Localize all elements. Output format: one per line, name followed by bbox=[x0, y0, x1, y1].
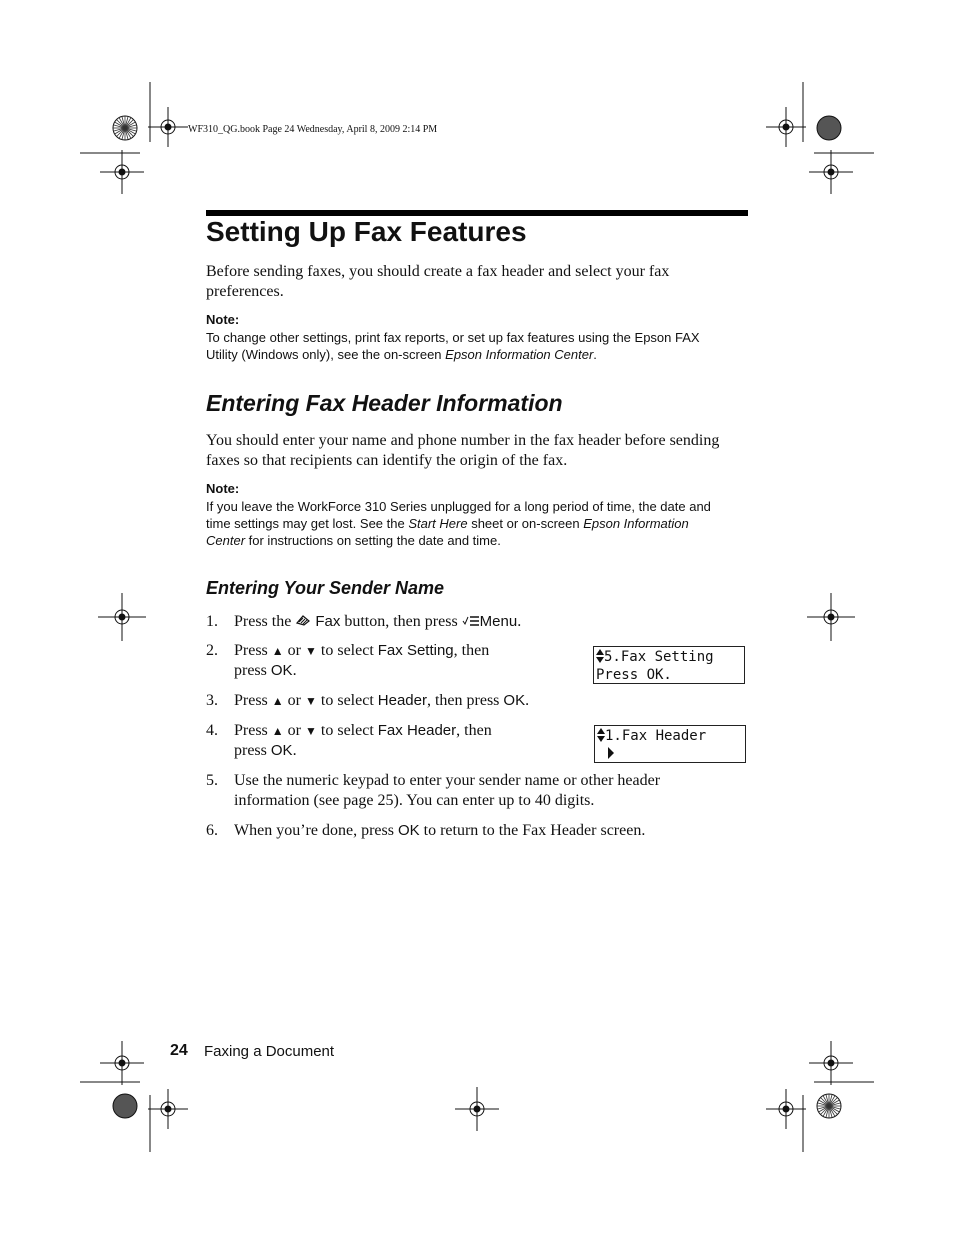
section-title: Entering Fax Header Information bbox=[206, 390, 563, 416]
cursor-arrow-icon bbox=[607, 746, 615, 760]
down-arrow-icon: ▼ bbox=[305, 724, 317, 738]
up-down-arrow-icon bbox=[597, 728, 605, 742]
crosshair-dot bbox=[119, 1060, 126, 1067]
crosshair-dot bbox=[165, 1106, 172, 1113]
lcd-display-fax-header: 1.Fax Header bbox=[594, 725, 746, 763]
starburst-circle bbox=[817, 116, 841, 140]
crosshair-dot bbox=[119, 169, 126, 176]
up-down-arrow-icon bbox=[596, 649, 604, 663]
note-label: Note: bbox=[206, 481, 240, 496]
step-3: 3. Press ▲ or ▼ to select Header, then press OK. bbox=[206, 692, 530, 709]
down-arrow-icon: ▼ bbox=[305, 694, 317, 708]
page-number: 24 bbox=[170, 1042, 188, 1059]
up-arrow-icon: ▲ bbox=[271, 644, 284, 658]
page-title: Setting Up Fax Features bbox=[206, 216, 527, 247]
footer-section: Faxing a Document bbox=[204, 1043, 335, 1060]
step-1: 1. Press the Fax button, then press Menu. bbox=[206, 613, 522, 630]
up-arrow-icon: ▲ bbox=[271, 724, 284, 738]
crosshair-dot bbox=[119, 614, 126, 621]
crosshair-dot bbox=[828, 169, 835, 176]
subsection-title: Entering Your Sender Name bbox=[206, 578, 445, 598]
print-slug: WF310_QG.book Page 24 Wednesday, April 8, 2009 2:14 PM bbox=[188, 124, 438, 135]
step-6: 6. When you’re done, press OK to return to the Fax Header screen. bbox=[206, 822, 646, 839]
fax-icon bbox=[295, 613, 311, 627]
crosshair-dot bbox=[783, 1106, 790, 1113]
note-text: To change other settings, print fax reports, or set up fax features using the Epson FAX Utility (Windows only), see the on-screen Epson Information Center. bbox=[206, 330, 700, 362]
up-arrow-icon: ▲ bbox=[271, 694, 284, 708]
step-5: 5. Use the numeric keypad to enter your sender name or other header information (see page 25). You can enter up to 40 digits. bbox=[206, 772, 661, 809]
crosshair-dot bbox=[165, 124, 172, 131]
section-paragraph: You should enter your name and phone number in the fax header before sending faxes so that recipients can identify the origin of the fax. bbox=[206, 432, 720, 469]
intro-line-1: Before sending faxes, you should create a fax header and select your fax bbox=[206, 263, 670, 280]
intro-paragraph bbox=[206, 262, 669, 302]
lcd-display-fax-setting: 5.Fax Setting Press OK. bbox=[593, 646, 745, 684]
crosshair-dot bbox=[474, 1106, 481, 1113]
step-4: 4. Press ▲ or ▼ to select Fax Header, then press OK. bbox=[206, 722, 492, 759]
menu-icon bbox=[462, 615, 480, 627]
crosshair-dot bbox=[783, 124, 790, 131]
crosshair-dot bbox=[828, 1060, 835, 1067]
note-text: If you leave the WorkForce 310 Series unplugged for a long period of time, the date and time settings may get lost. See the Start Here sheet or on-screen Epson Information Center for instructions on setting the date and time. bbox=[206, 499, 711, 548]
down-arrow-icon: ▼ bbox=[305, 644, 317, 658]
intro-line-2: preferences. bbox=[206, 283, 284, 300]
starburst-circle bbox=[113, 1094, 137, 1118]
crosshair-dot bbox=[828, 614, 835, 621]
step-2: 2. Press ▲ or ▼ to select Fax Setting, then press OK. bbox=[206, 642, 490, 679]
note-label: Note: bbox=[206, 312, 240, 327]
